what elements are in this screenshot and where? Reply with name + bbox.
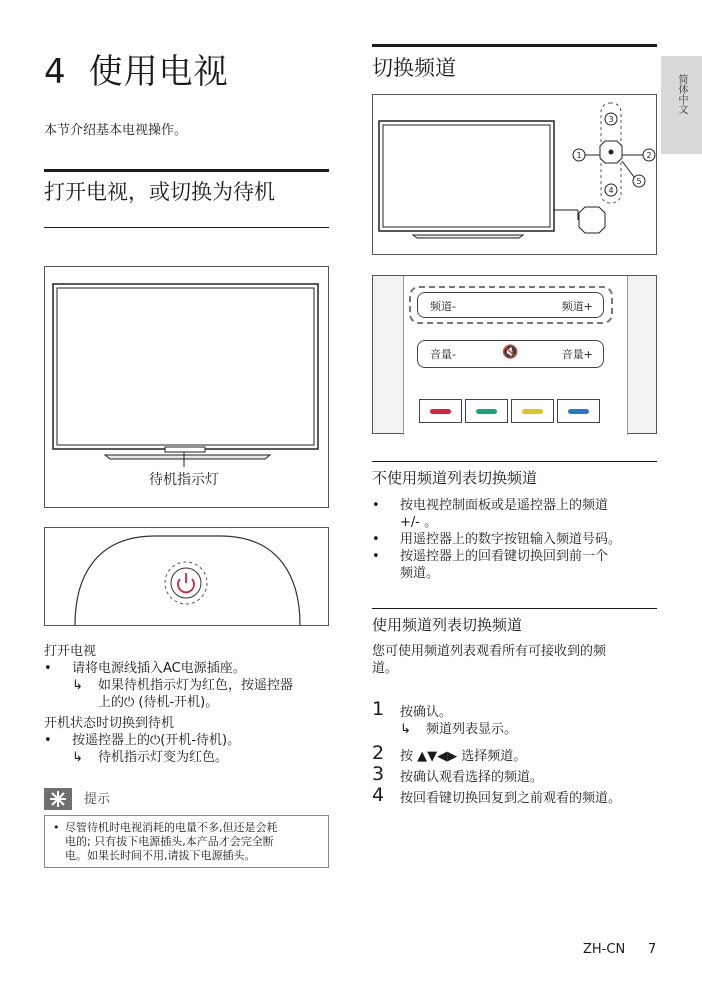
turn-on-heading: 打开电视 — [44, 644, 97, 659]
list-intro — [372, 643, 657, 677]
red-key[interactable] — [419, 399, 462, 423]
no-list-item — [372, 497, 662, 531]
list-intro-line-1: 您可使用频道列表观看所有可接收到的频 — [372, 644, 607, 659]
chapter-intro: 本节介绍基本电视操作。 — [44, 123, 188, 138]
step-text: 按回看键切换回复到之前观看的频道。 — [400, 791, 622, 806]
tv-control-figure — [372, 94, 657, 255]
switch-bullet-text: 按遥控器上的⏻(开机-待机)。 — [72, 733, 241, 748]
chapter-number: 4 — [44, 52, 67, 92]
no-list-item-text: 频道。 — [400, 566, 440, 581]
volume-minus-label: 音量- — [430, 348, 456, 361]
page-number: 7 — [648, 942, 657, 957]
callout-5: 5 — [636, 177, 642, 186]
no-list-item — [372, 531, 662, 548]
yellow-key[interactable] — [511, 399, 554, 423]
channel-minus-label: 频道- — [430, 300, 456, 313]
turn-on-list — [44, 660, 329, 677]
power-button-figure — [44, 527, 329, 626]
step-number: 2 — [372, 742, 385, 764]
switch-bullet — [44, 732, 329, 749]
no-list-heading: 不使用频道列表切换频道 — [372, 469, 538, 487]
chapter-title — [44, 44, 229, 93]
step-2 — [372, 742, 662, 765]
turn-on-bullet-text: 请将电源线插入AC电源插座。 — [72, 661, 246, 676]
step-result — [400, 721, 662, 738]
callout-3: 3 — [608, 115, 614, 124]
no-list-item-text: • 用遥控器上的数字按钮输入频道号码。 — [400, 532, 622, 547]
volume-buttons[interactable] — [417, 340, 604, 368]
step-result-text: 频道列表显示。 — [426, 722, 518, 737]
tip-text-line-1: 尽管待机时电视消耗的电量不多,但还是会耗 — [65, 821, 278, 834]
callout-4: 4 — [608, 186, 614, 195]
channel-buttons[interactable] — [417, 292, 604, 318]
turn-on-result-line-1: 如果待机指示灯为红色，按遥控器 — [98, 678, 294, 693]
section-rule — [372, 461, 657, 462]
tip-content — [44, 815, 329, 868]
standby-caption: 待机指示灯 — [149, 472, 219, 488]
result-arrow-icon: ↳ — [400, 722, 411, 737]
tip-text-line-3: 电。如果长时间不用,请拔下电源插头。 — [65, 849, 256, 862]
turn-on-result-line-2: 上的⏻ (待机-开机)。 — [98, 695, 219, 710]
turn-on-result — [44, 677, 329, 711]
footer-lang: ZH-CN — [583, 942, 626, 957]
blue-key[interactable] — [557, 399, 600, 423]
no-list-item-text: • 按遥控器上的回看键切换回到前一个 — [400, 549, 609, 564]
tv-control-illustration — [373, 95, 656, 254]
turn-on-block — [44, 643, 329, 766]
language-tab — [661, 56, 702, 154]
step-text: 按 ▲▼◀▶ 选择频道。 — [400, 749, 527, 764]
step-text: 按确认观看选择的频道。 — [400, 770, 544, 785]
volume-plus-label: 音量+ — [561, 348, 593, 361]
mute-icon: 🔇 — [502, 345, 519, 360]
result-arrow-icon: ↳ — [72, 678, 83, 693]
step-number: 1 — [372, 698, 385, 720]
remote-top-illustration — [45, 528, 328, 625]
tip-icon — [44, 788, 72, 810]
list-intro-line-2: 道。 — [372, 661, 399, 676]
chapter-title-text: 使用电视 — [88, 52, 229, 92]
turn-on-bullet — [44, 660, 329, 677]
section-title-power: 打开电视，或切换为待机 — [44, 180, 275, 204]
callout-2: 2 — [646, 151, 652, 160]
result-arrow-icon: ↳ — [72, 750, 83, 765]
channel-plus-label: 频道+ — [561, 300, 593, 313]
list-heading: 使用频道列表切换频道 — [372, 616, 523, 634]
section-rule — [44, 169, 329, 172]
tip-label: 提示 — [84, 792, 111, 807]
blue-key-bar — [568, 409, 589, 414]
section-rule — [372, 608, 657, 609]
switch-list — [44, 732, 329, 749]
step-4 — [372, 784, 662, 807]
tip-text-line-2: 电的; 只有拔下电源插头,本产品才会完全断 — [65, 835, 274, 848]
tv-illustration — [45, 267, 328, 507]
step-number: 3 — [372, 763, 385, 785]
remote-figure — [372, 275, 657, 434]
yellow-key-bar — [522, 409, 543, 414]
step-number: 4 — [372, 784, 385, 806]
language-tab-label: 简体中文 — [676, 74, 687, 114]
step-1 — [372, 698, 662, 738]
green-key[interactable] — [465, 399, 508, 423]
no-list-block — [372, 497, 662, 582]
callout-1: 1 — [576, 151, 582, 160]
no-list-item-text: • 按电视控制面板或是遥控器上的频道 — [400, 498, 609, 513]
red-key-bar — [430, 409, 451, 414]
tip-text — [65, 821, 278, 863]
section-rule-bottom — [44, 227, 329, 228]
no-list-bullets — [372, 497, 662, 582]
switch-result-text: 待机指示灯变为红色。 — [98, 750, 229, 765]
no-list-item — [372, 548, 662, 582]
tip-box — [44, 788, 329, 868]
steps-list — [372, 698, 662, 807]
step-3 — [372, 763, 662, 786]
no-list-item-text: +/- 。 — [400, 515, 438, 530]
tv-figure — [44, 266, 329, 508]
section-title-channels: 切换频道 — [372, 56, 456, 80]
switch-heading: 开机状态时切换到待机 — [44, 716, 175, 731]
step-text: 按确认。 — [400, 705, 453, 720]
tip-bullet: • — [53, 821, 60, 834]
switch-result — [44, 749, 329, 766]
section-rule — [372, 44, 657, 47]
green-key-bar — [476, 409, 497, 414]
